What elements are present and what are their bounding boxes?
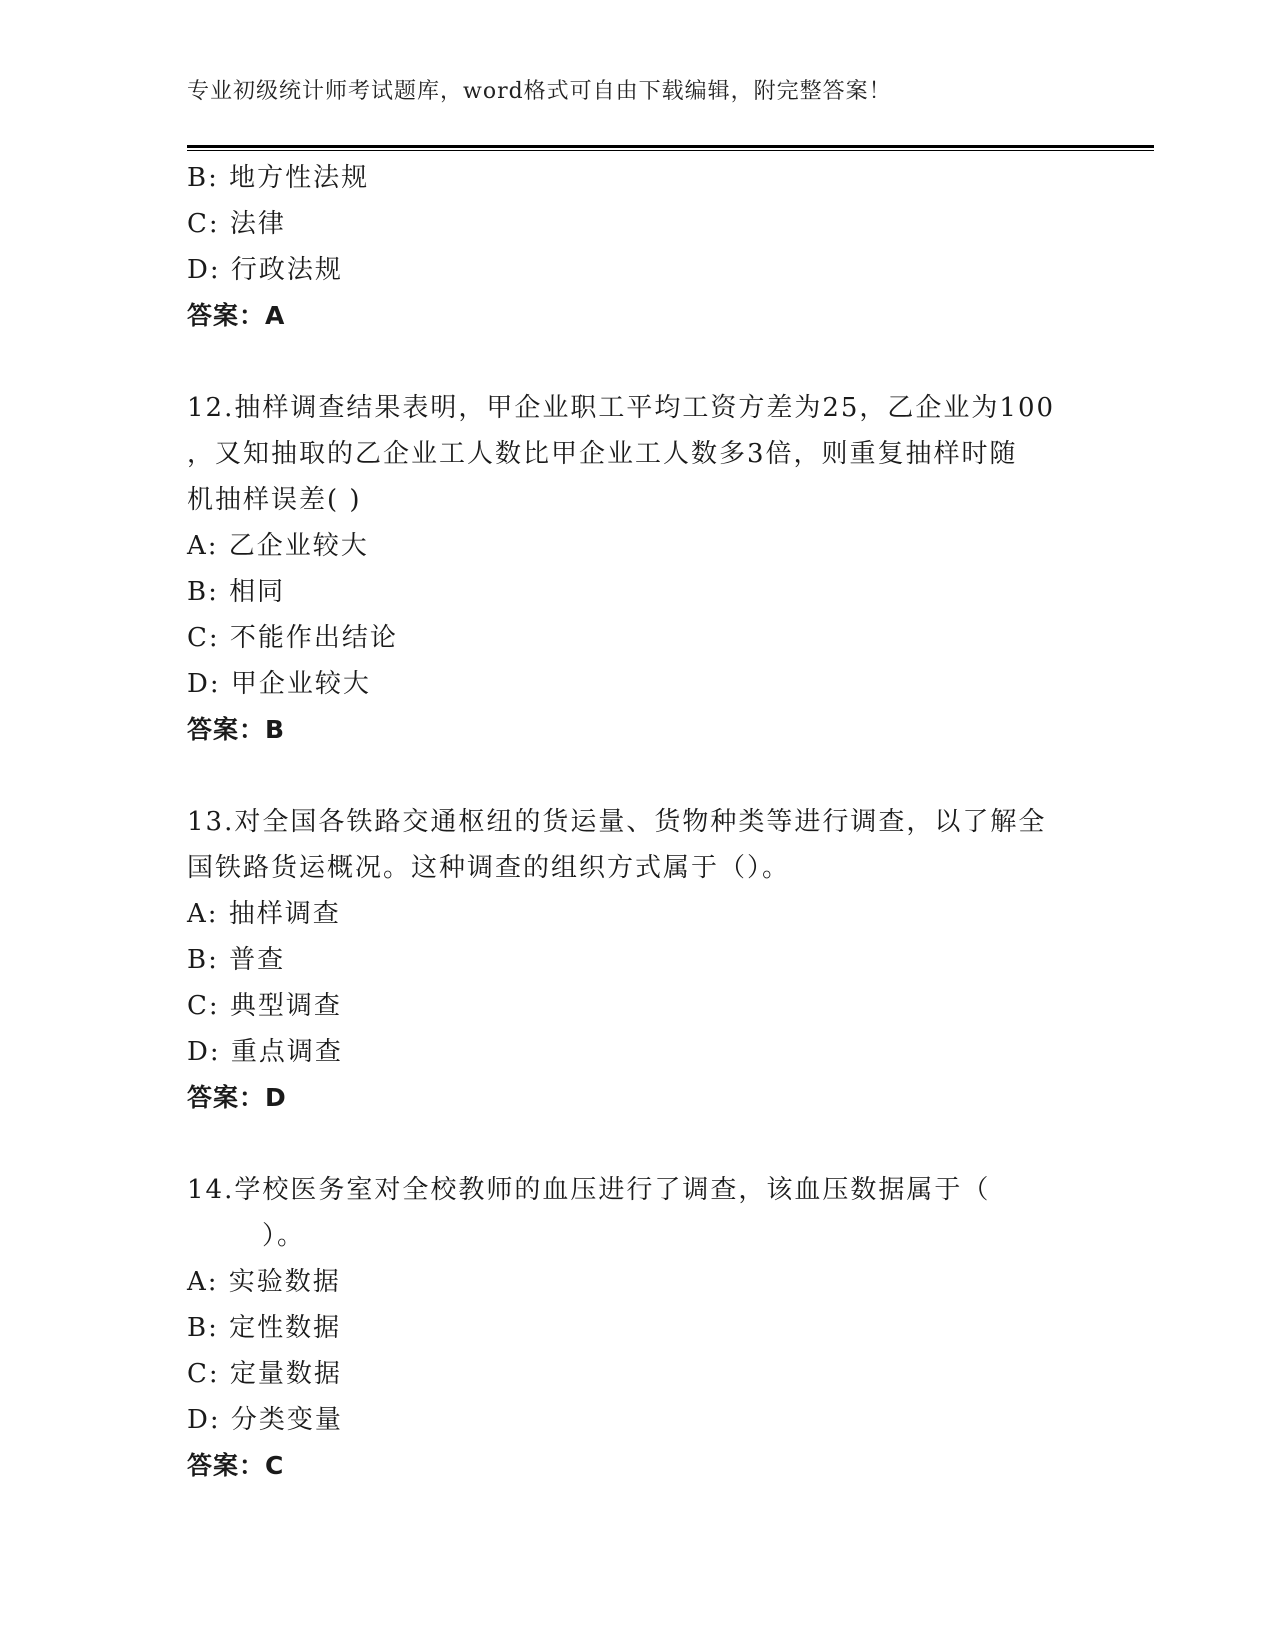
option-b: B: 相同 (187, 577, 286, 607)
option-c: C: 不能作出结论 (187, 623, 398, 653)
option-c: C: 法律 (187, 209, 286, 239)
document-body (187, 155, 1087, 1489)
question-stem-line: 机抽样误差( ) (187, 485, 362, 515)
question-stem-line: 13.对全国各铁路交通枢纽的货运量、货物种类等进行调查，以了解全 (187, 807, 1047, 837)
question-13 (187, 799, 1087, 1121)
option-b: B: 定性数据 (187, 1313, 342, 1343)
question-stem-line: 12.抽样调查结果表明，甲企业职工平均工资方差为25，乙企业为100 (187, 393, 1056, 423)
header-rule-thin (187, 150, 1154, 151)
question-12 (187, 385, 1087, 753)
question-stem-line: ）。 (262, 1221, 306, 1251)
option-d: D: 甲企业较大 (187, 669, 371, 699)
page-header: 专业初级统计师考试题库，word格式可自由下载编辑，附完整答案！ (187, 79, 892, 104)
answer-line: 答案：B (187, 715, 286, 744)
option-d: D: 分类变量 (187, 1405, 343, 1435)
answer-line: 答案：D (187, 1083, 287, 1112)
prev-question-block (187, 155, 1087, 339)
option-a: A: 抽样调查 (187, 899, 341, 929)
header-rule-thick (187, 145, 1154, 148)
option-b: B: 地方性法规 (187, 163, 370, 193)
question-stem-line: ，又知抽取的乙企业工人数比甲企业工人数多3倍，则重复抽样时随 (187, 439, 1018, 469)
option-c: C: 定量数据 (187, 1359, 342, 1389)
answer-line: 答案：C (187, 1451, 285, 1480)
option-b: B: 普查 (187, 945, 286, 975)
option-c: C: 典型调查 (187, 991, 342, 1021)
question-stem-line: 国铁路货运概况。这种调查的组织方式属于（）。 (187, 853, 791, 883)
option-a: A: 实验数据 (187, 1267, 341, 1297)
option-d: D: 重点调查 (187, 1037, 343, 1067)
option-a: A: 乙企业较大 (187, 531, 369, 561)
answer-line: 答案：A (187, 301, 286, 330)
option-d: D: 行政法规 (187, 255, 343, 285)
question-stem-line: 14.学校医务室对全校教师的血压进行了调查，该血压数据属于（ (187, 1175, 991, 1205)
question-14 (187, 1167, 1087, 1489)
